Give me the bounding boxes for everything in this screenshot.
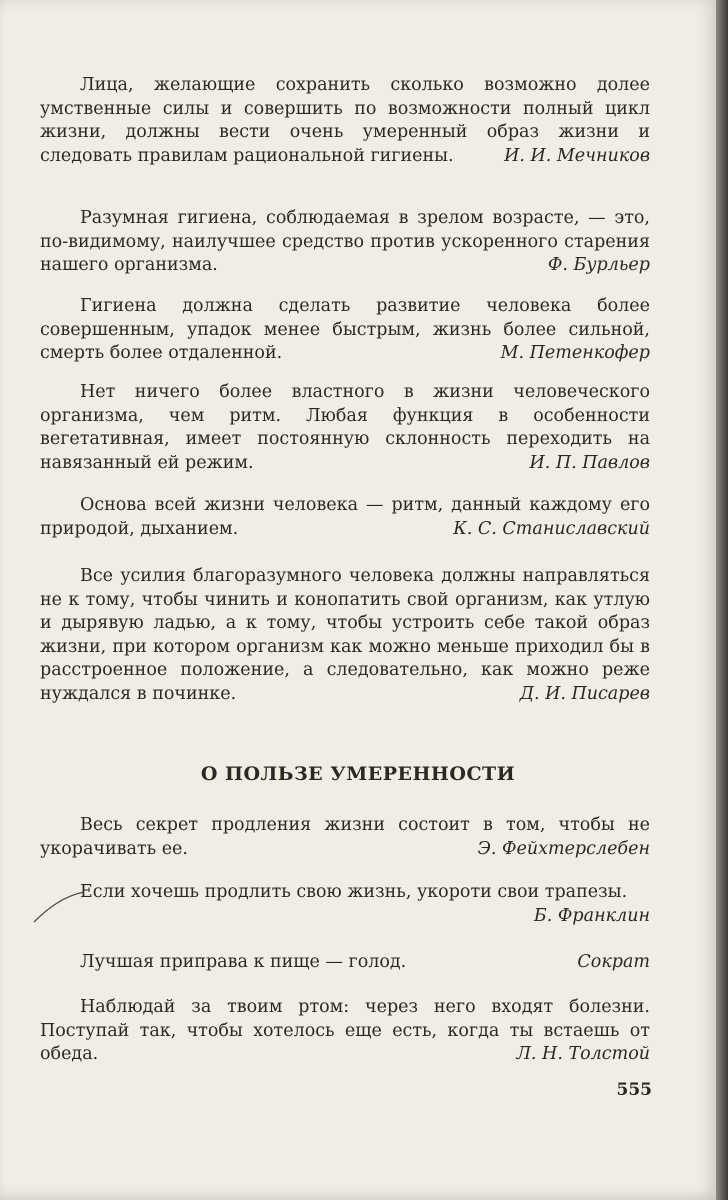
quote-text: Гигиена должна сделать развитие человека более совершенным, упадок менее быстрым, жизнь более сильной, смерть более отдаленной. bbox=[40, 296, 650, 363]
quote-author: И. И. Мечников bbox=[504, 145, 650, 166]
quote-petenkofer bbox=[40, 295, 650, 366]
quote-author: Б. Франклин bbox=[533, 905, 650, 926]
quote-text: Разумная гигиена, соблюдаемая в зрелом возрасте, — это, по-видимому, наилучшее средство против ускоренного старения нашего организма. bbox=[40, 208, 650, 275]
section-title: О ПОЛЬЗЕ УМЕРЕННОСТИ bbox=[200, 763, 516, 785]
quote-author: К. С. Станиславский bbox=[453, 518, 650, 539]
quote-tolstoy bbox=[40, 996, 650, 1067]
quote-text: Лучшая приправа к пище — голод. bbox=[80, 952, 407, 972]
quote-author: Л. Н. Толстой bbox=[516, 1044, 650, 1064]
quote-text: Основа всей жизни человека — ритм, данный каждому его природой, дыханием. bbox=[40, 495, 650, 539]
quote-text: Если хочешь продлить свою жизнь, укороти свои трапезы. bbox=[80, 882, 628, 902]
quote-author: М. Петенкофер bbox=[500, 343, 650, 363]
quote-text: Лица, желающие сохранить сколько возможно долее умственные силы и совершить по возможности полный цикл жизни, должны вести очень умеренный образ жизни и следовать правилам рациональной гигиены. bbox=[40, 75, 650, 166]
quote-mechnikov bbox=[40, 74, 650, 168]
quote-feuchtersleben bbox=[40, 814, 650, 861]
quote-pisarev bbox=[40, 565, 650, 706]
page-edge-shadow bbox=[716, 0, 728, 1200]
quote-text: Весь секрет продления жизни состоит в том, чтобы не укорачивать ее. bbox=[40, 815, 650, 859]
quote-stanislavsky bbox=[40, 494, 650, 541]
page-number: 555 bbox=[616, 1080, 652, 1100]
quote-franklin bbox=[40, 881, 650, 928]
quote-author: Д. И. Писарев bbox=[519, 683, 650, 704]
quote-author: Ф. Бурльер bbox=[547, 255, 650, 275]
quote-author: Э. Фейхтерслебен bbox=[477, 838, 650, 859]
quote-burlier bbox=[40, 207, 650, 278]
quote-text: Нет ничего более властного в жизни человеческого организма, чем ритм. Любая функция в особенности вегетативная, имеет постоянную склонность переходить на навязанный ей режим. bbox=[40, 382, 650, 473]
quote-author: Сократ bbox=[577, 952, 650, 972]
quote-pavlov bbox=[40, 381, 650, 475]
quote-author: И. П. Павлов bbox=[529, 452, 650, 473]
pencil-mark-icon bbox=[30, 888, 90, 928]
quote-text: Все усилия благоразумного человека должны направляться не к тому, чтобы чинить и конопатить свой организм, как утлую и дырявую ладью, а к тому, чтобы устроить себе такой образ жизни, при котором организм как можно меньше приходил бы в расстроенное положение, а следовательно, как можно реже нуждался в починке. bbox=[40, 566, 650, 704]
quote-socrates bbox=[40, 951, 650, 975]
quote-text: Наблюдай за твоим ртом: через него входят болезни. Поступай так, чтобы хотелось еще есть, когда ты встаешь от обеда. bbox=[40, 997, 650, 1064]
